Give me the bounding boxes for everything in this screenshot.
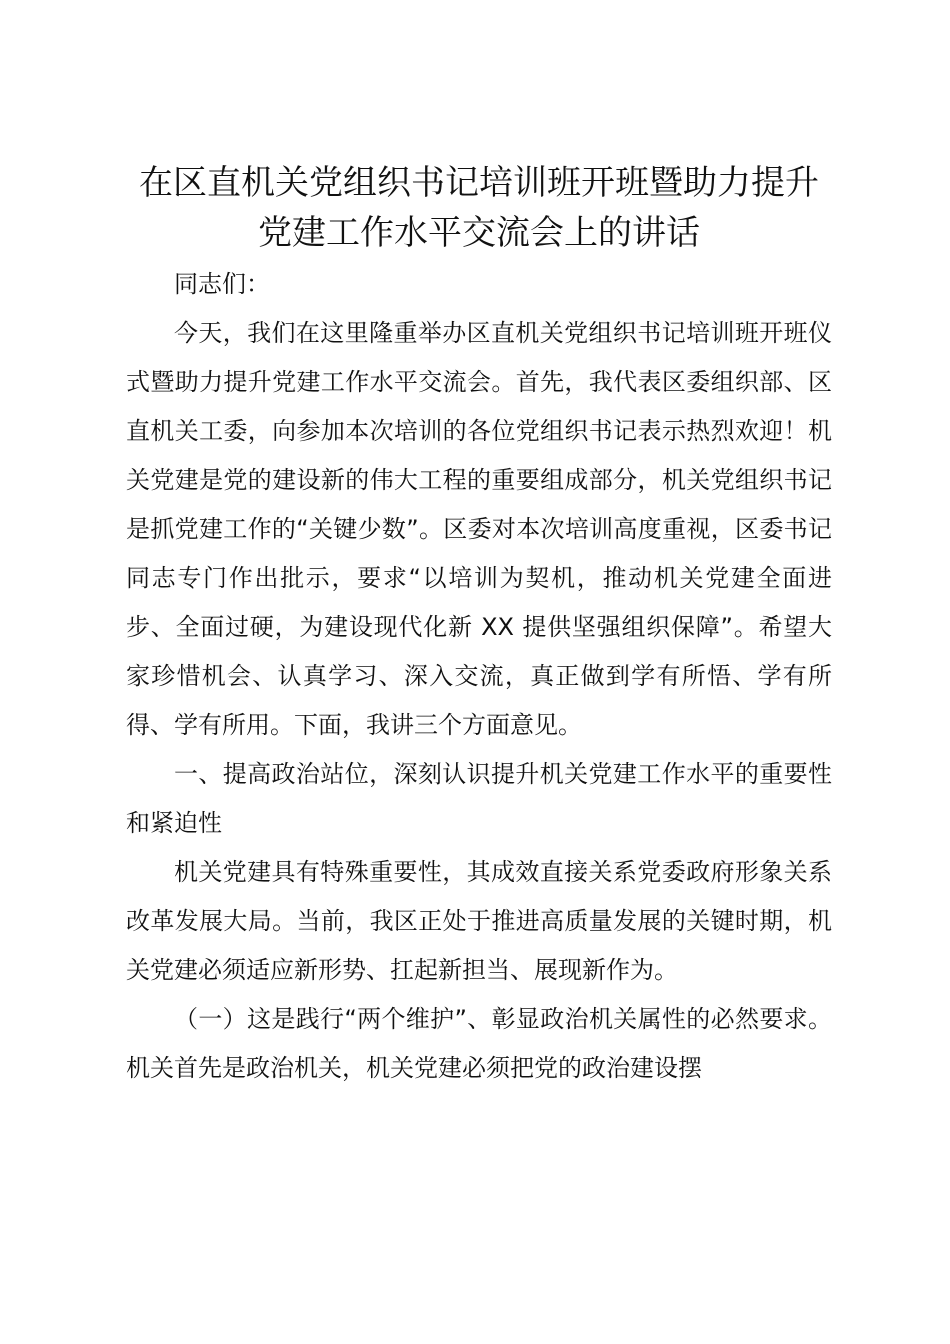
paragraph-subsection-1: （一）这是践行“两个维护”、彰显政治机关属性的必然要求。机关首先是政治机关，机关党建必须把党的政治建设摆 [126,1005,832,1082]
document-title [126,158,832,258]
title-line-2: 党建工作水平交流会上的讲话 [258,213,700,253]
title-line-1: 在区直机关党组织书记培训班开班暨助力提升 [139,163,819,203]
paragraph-section-1: 机关党建具有特殊重要性，其成效直接关系党委政府形象关系改革发展大局。当前，我区正处于推进高质量发展的关键时期，机关党建必须适应新形势、扛起新担当、展现新作为。 [126,858,832,984]
greeting: 同志们： [174,270,270,298]
section-heading-1: 一、提高政治站位，深刻认识提升机关党建工作水平的重要性和紧迫性 [126,760,832,837]
document-page [126,158,832,1093]
paragraph-intro: 今天，我们在这里隆重举办区直机关党组织书记培训班开班仪式暨助力提升党建工作水平交流会。首先，我代表区委组织部、区直机关工委，向参加本次培训的各位党组织书记表示热烈欢迎！机关党建是党的建设新的伟大工程的重要组成部分，机关党组织书记是抓党建工作的“关键少数”。区委对本次培训高度重视，区委书记同志专门作出批示，要求“以培训为契机，推动机关党建全面进步、全面过硬，为建设现代化新 XX 提供坚强组织保障”。希望大家珍惜机会、认真学习、深入交流，真正做到学有所悟、学有所得、学有所用。下面，我讲三个方面意见。 [126,319,832,739]
